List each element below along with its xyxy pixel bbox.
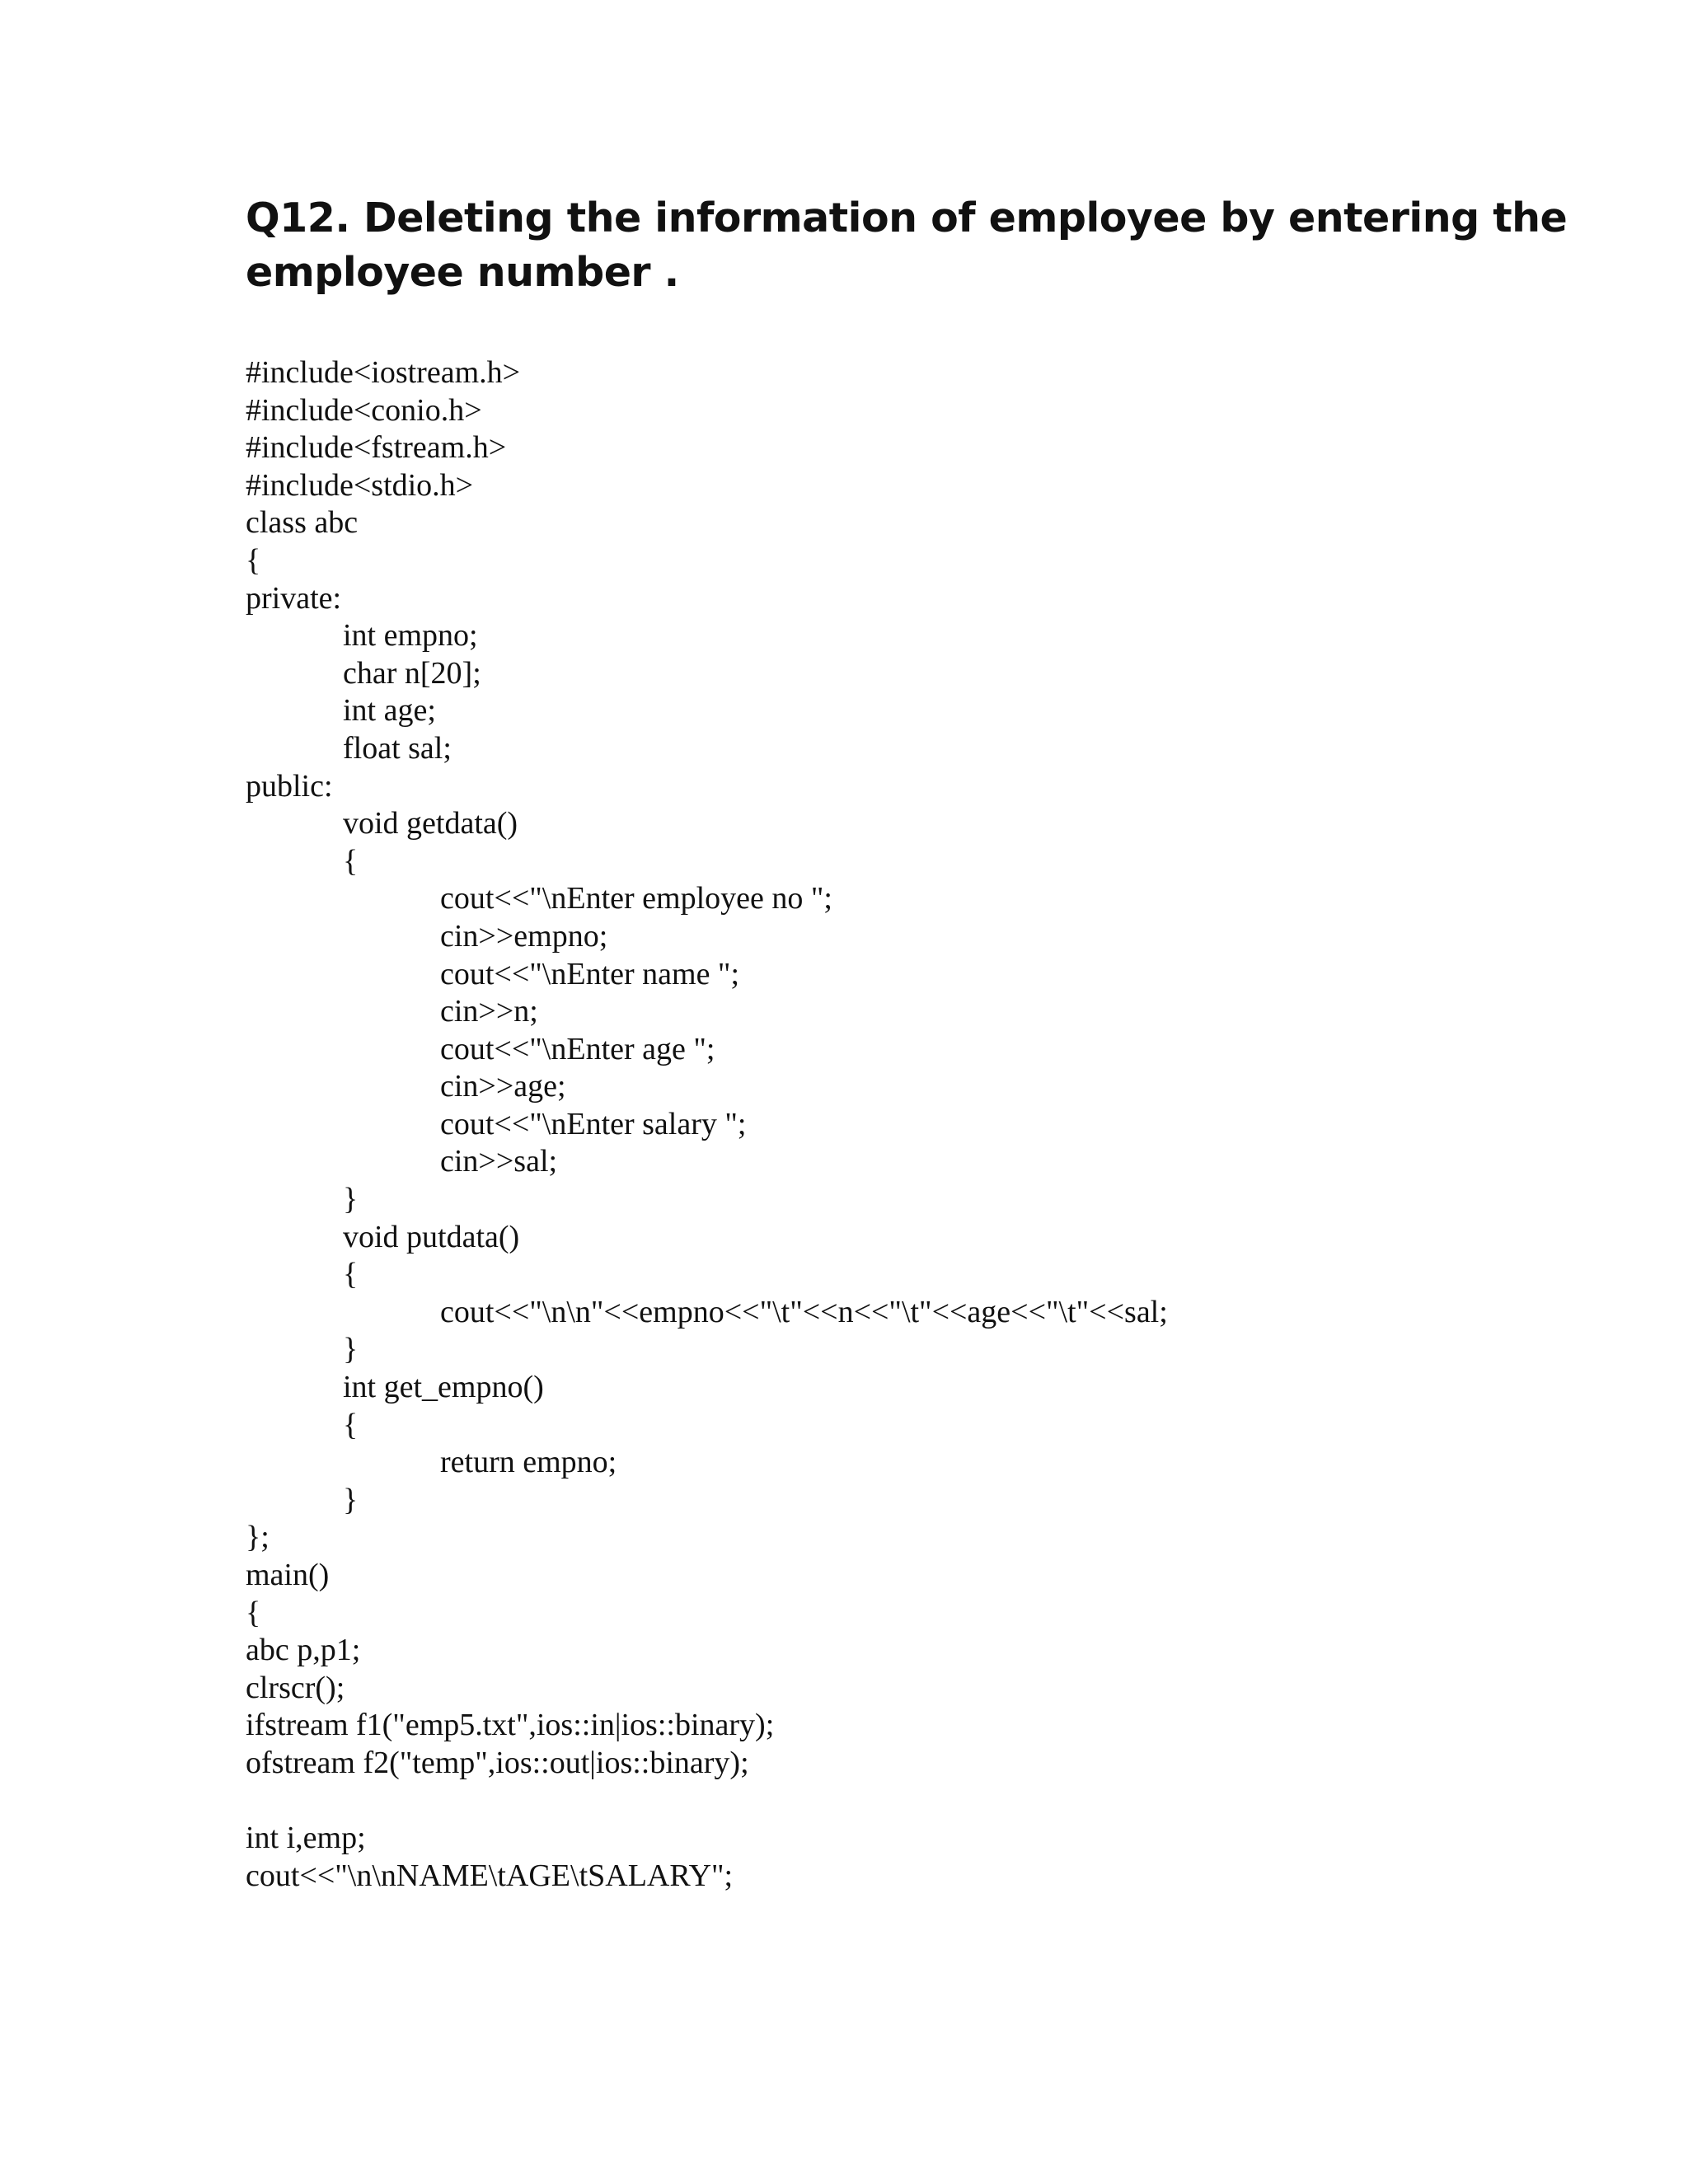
code-line: cout<<"\nEnter employee no ";	[440, 881, 832, 916]
title-line-2: employee number .	[246, 249, 679, 296]
code-line: public:	[246, 768, 333, 804]
code-line: clrscr();	[246, 1670, 345, 1705]
code-line: }	[343, 1182, 359, 1217]
code-line: char n[20];	[343, 655, 481, 691]
code-line: return empno;	[440, 1445, 617, 1480]
code-line: {	[246, 1595, 261, 1630]
code-listing	[246, 354, 1647, 1895]
code-line: ifstream f1("emp5.txt",ios::in|ios::binary);	[246, 1708, 775, 1743]
code-line: #include<conio.h>	[246, 392, 482, 428]
code-line	[246, 1783, 1647, 1821]
code-line: };	[246, 1520, 270, 1555]
title-line-1: Q12. Deleting the information of employee by entering the	[246, 194, 1568, 241]
code-line: void getdata()	[343, 806, 518, 841]
code-line: int empno;	[343, 618, 478, 654]
code-line: int get_empno()	[343, 1370, 544, 1405]
code-line: cin>>sal;	[440, 1144, 558, 1179]
code-line: }	[343, 1482, 359, 1517]
code-line: void putdata()	[343, 1219, 520, 1254]
code-line: cin>>n;	[440, 994, 538, 1029]
code-line: class abc	[246, 505, 359, 541]
code-line: private:	[246, 580, 342, 616]
code-line: cout<<"\nEnter name ";	[440, 956, 740, 991]
code-line: #include<fstream.h>	[246, 430, 507, 466]
code-line: {	[343, 1407, 359, 1442]
code-line: cout<<"\n\n"<<empno<<"\t"<<n<<"\t"<<age<<"\t"<<sal;	[440, 1294, 1168, 1329]
page-title	[246, 191, 1568, 300]
code-line: {	[246, 542, 261, 578]
code-line: int age;	[343, 693, 436, 729]
code-line: #include<stdio.h>	[246, 467, 474, 503]
code-line: ofstream f2("temp",ios::out|ios::binary);	[246, 1745, 749, 1780]
code-line: cin>>age;	[440, 1069, 566, 1104]
code-line: }	[343, 1332, 359, 1367]
code-line: cout<<"\n\nNAME\tAGE\tSALARY";	[246, 1858, 734, 1893]
code-line: {	[343, 843, 359, 879]
code-line: abc p,p1;	[246, 1633, 361, 1668]
code-line: int i,emp;	[246, 1821, 366, 1856]
code-line: cout<<"\nEnter age ";	[440, 1031, 715, 1066]
code-line: #include<iostream.h>	[246, 355, 521, 390]
code-line: {	[343, 1257, 359, 1292]
code-line: cin>>empno;	[440, 918, 608, 954]
code-line: float sal;	[343, 730, 452, 766]
code-line: cout<<"\nEnter salary ";	[440, 1106, 747, 1141]
code-line: main()	[246, 1558, 330, 1592]
